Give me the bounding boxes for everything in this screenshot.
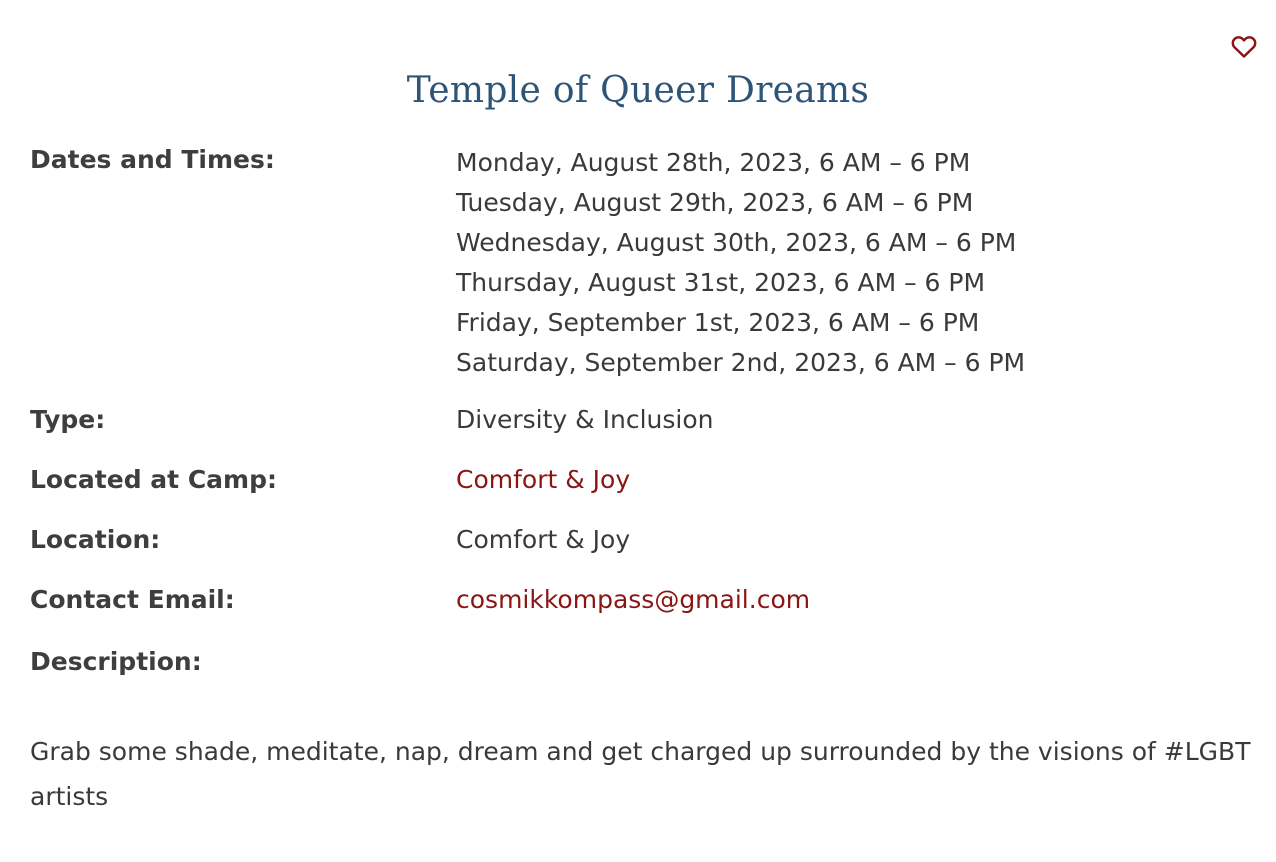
type-value: Diversity & Inclusion bbox=[456, 405, 714, 434]
description-label: Description: bbox=[30, 647, 202, 676]
location-label: Location: bbox=[30, 525, 161, 554]
camp-link[interactable]: Comfort & Joy bbox=[456, 465, 631, 494]
date-item: Thursday, August 31st, 2023, 6 AM – 6 PM bbox=[456, 268, 986, 297]
date-item: Friday, September 1st, 2023, 6 AM – 6 PM bbox=[456, 308, 980, 337]
date-item: Tuesday, August 29th, 2023, 6 AM – 6 PM bbox=[456, 188, 974, 217]
dates-label: Dates and Times: bbox=[30, 145, 275, 174]
type-label: Type: bbox=[30, 405, 106, 434]
date-item: Saturday, September 2nd, 2023, 6 AM – 6 PM bbox=[456, 348, 1026, 377]
email-label: Contact Email: bbox=[30, 585, 235, 614]
dates-list bbox=[456, 143, 1025, 383]
contact-email-link[interactable]: cosmikkompass@gmail.com bbox=[456, 585, 811, 614]
heart-outline-icon bbox=[1231, 35, 1257, 59]
description-text: Grab some shade, meditate, nap, dream and get charged up surrounded by the visions of #LGBT artists bbox=[30, 737, 1251, 811]
location-value: Comfort & Joy bbox=[456, 525, 631, 554]
event-title: Temple of Queer Dreams bbox=[406, 70, 870, 111]
date-item: Monday, August 28th, 2023, 6 AM – 6 PM bbox=[456, 148, 971, 177]
favorite-button[interactable] bbox=[1230, 33, 1258, 61]
date-item: Wednesday, August 30th, 2023, 6 AM – 6 PM bbox=[456, 228, 1017, 257]
camp-label: Located at Camp: bbox=[30, 465, 277, 494]
